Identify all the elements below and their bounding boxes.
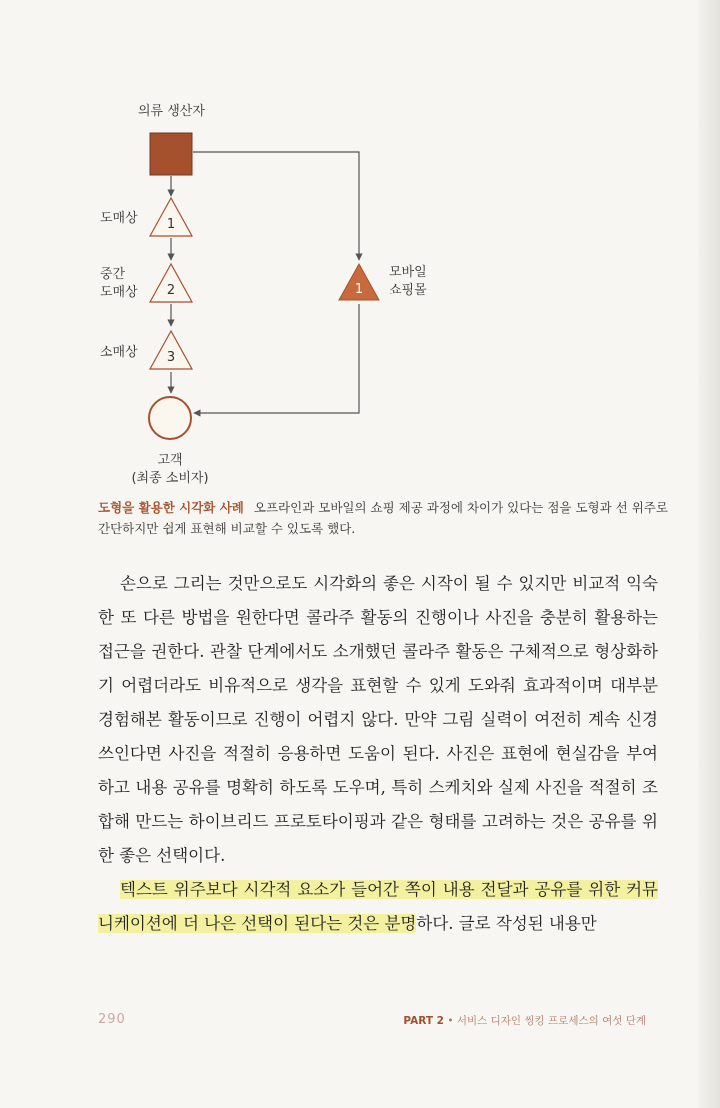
middle-wholesaler-label	[100, 266, 138, 302]
paragraph: 손으로 그리는 것만으로도 시각화의 좋은 시작이 될 수 있지만 비교적 익숙한 또 다른 방법을 원한다면 콜라주 활동의 진행이나 사진을 충분히 활용하는 접근을 권한다. 관찰 단계에서도 소개했던 콜라주 활동은 구체적으로 형상화하기 어렵더라도 비유적으로 생각을 표현할 수 있게 도와줘 효과적이며 대부분 경험해본 활동이므로 진행이 어렵지 않다. 만약 그림 실력이 여전히 계속 신경 쓰인다면 사진을 적절히 응용하면 도움이 된다. 사진은 표현에 현실감을 부여하고 내용 공유를 명확히 하도록 도우며, 특히 스케치와 실제 사진을 적절히 조합해 만드는 하이브리드 프로토타이핑과 같은 형태를 고려하는 것은 공유를 위한 좋은 선택이다.	[98, 574, 658, 865]
mobile-number: 1	[354, 282, 364, 297]
label-line: 고객	[157, 453, 183, 468]
footer-separator: •	[447, 1015, 454, 1027]
line-producer-to-mobile	[193, 152, 359, 260]
page-number: 290	[98, 1012, 126, 1027]
caption-title: 도형을 활용한 시각화 사례	[98, 500, 244, 515]
label-line: 모바일	[389, 265, 427, 280]
paragraph-text: 하다. 글로 작성된 내용만	[416, 914, 597, 933]
customer-circle	[149, 397, 191, 439]
figure-caption	[98, 497, 668, 539]
wholesaler-label: 도매상	[100, 211, 138, 226]
footer-part: PART 2	[403, 1015, 444, 1027]
retailer-label: 소매상	[100, 345, 138, 360]
paragraph	[98, 873, 658, 941]
mobile-mall-label	[389, 264, 427, 300]
node-number: 1	[166, 217, 176, 232]
label-line: 도매상	[100, 285, 138, 300]
producer-square	[150, 133, 192, 175]
node-number: 2	[166, 283, 176, 298]
producer-label: 의류 생산자	[138, 104, 205, 119]
label-line: 쇼핑몰	[389, 283, 427, 298]
label-line: 중간	[100, 267, 126, 282]
caption-text: 오프라인과 모바일의 쇼핑 제공 과정에 차이가 있다는 점을 도형과 선 위주로 간단하지만 쉽게 표현해 비교할 수 있도록 했다.	[98, 500, 668, 536]
highlighted-text: 텍스트 위주보다 시각적 요소가 들어간 쪽이 내용 전달과 공유를 위한 커뮤니케이션에 더 나은 선택이 된다는 것은 분명	[98, 880, 658, 933]
customer-label	[108, 452, 232, 488]
diagram-graphic	[0, 0, 720, 500]
label-line: (최종 소비자)	[131, 471, 209, 486]
node-number: 3	[166, 350, 176, 365]
running-footer	[403, 1013, 646, 1028]
distribution-diagram	[0, 0, 720, 500]
line-mobile-to-customer	[194, 304, 359, 413]
body-text	[98, 567, 658, 941]
footer-chapter-title: 서비스 디자인 씽킹 프로세스의 여섯 단계	[456, 1015, 646, 1027]
